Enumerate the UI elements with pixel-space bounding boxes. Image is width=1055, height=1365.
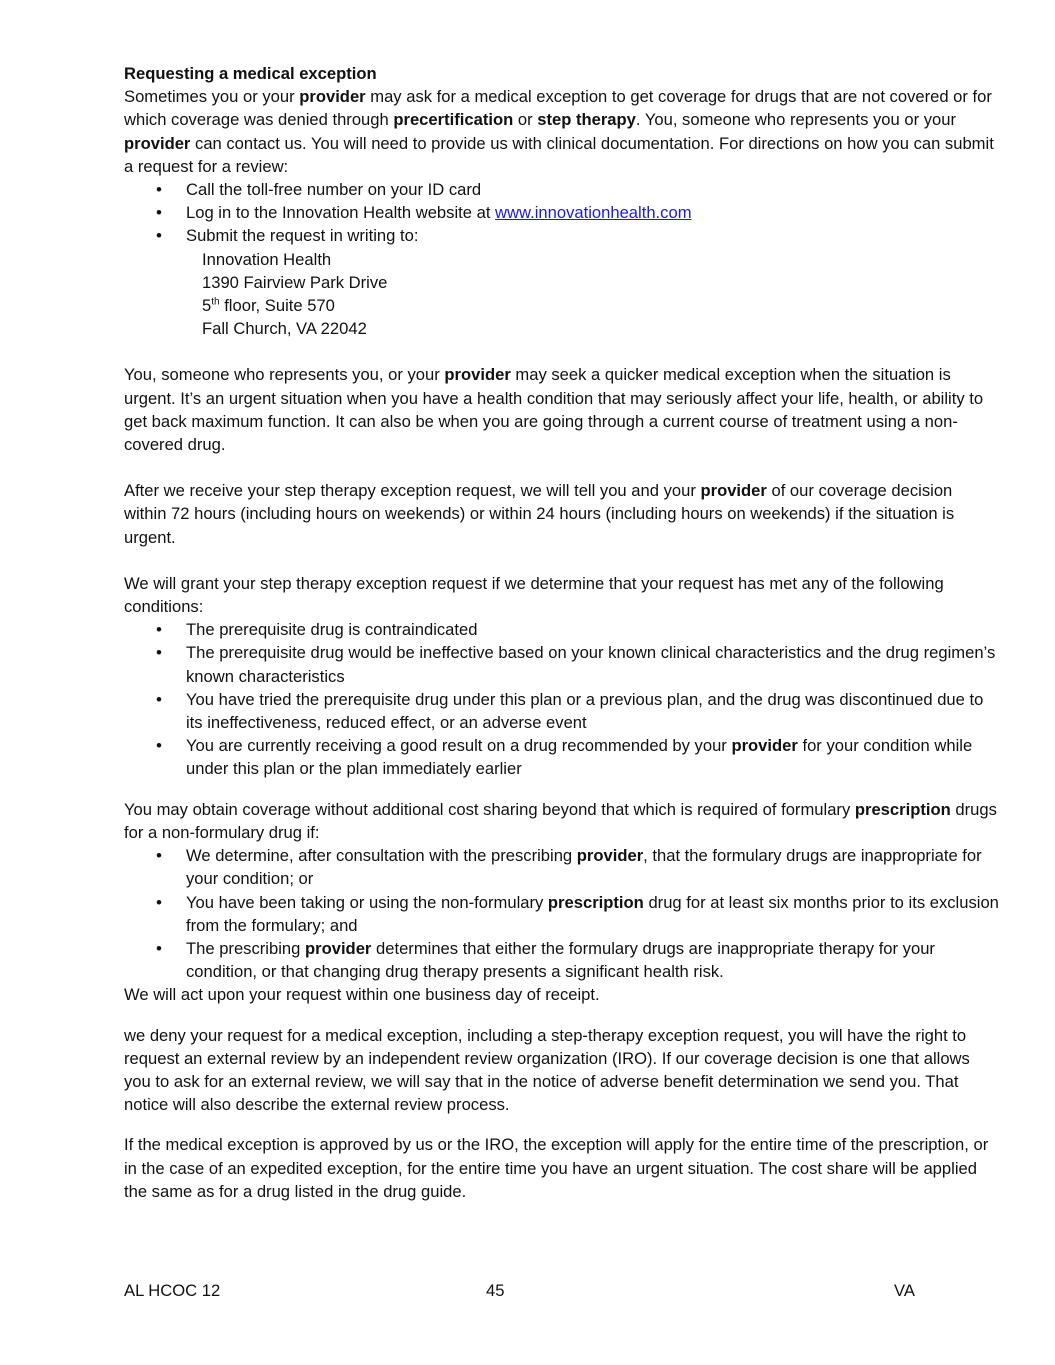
grant-conditions-list [124, 618, 999, 780]
address-street: 1390 Fairview Park Drive [202, 272, 388, 292]
address-city: Fall Church, VA 22042 [202, 319, 367, 339]
grant-intro: We will grant your step therapy exception request if we determine that your request has met any of the following conditions: [124, 573, 944, 617]
document-body [124, 62, 999, 1203]
mailing-address [124, 248, 999, 341]
coverage-conditions-list [124, 844, 999, 983]
approved-paragraph: If the medical exception is approved by us or the IRO, the exception will apply for the entire time of the prescription, or in the case of an expedited exception, for the entire time you have an urgent situation. The cost share will be applied the same as for a drug listed in the drug guide. [124, 1135, 989, 1201]
footer-form-code: AL HCOC 12 [124, 1281, 221, 1300]
writing-instruction: Submit the request in writing to: [186, 226, 419, 246]
list-item [124, 201, 999, 224]
list-item: • You have been taking or using the non-formulary prescription drug for at least six months prior to its exclusion from the formulary; and [124, 891, 999, 937]
act-line: We will act upon your request within one business day of receipt. [124, 985, 600, 1005]
address-name: Innovation Health [202, 249, 332, 269]
page-footer [124, 1281, 915, 1304]
deny-paragraph: we deny your request for a medical exception, including a step-therapy exception request, you will have the right to request an external review by an independent review organization (IRO). If our coverage decision is one that allows you to ask for an external review, we will say that in the notice of adverse benefit determination we send you. That notice will also describe the external review process. [124, 1025, 970, 1115]
submit-methods-list [124, 178, 999, 248]
login-instruction: Log in to the Innovation Health website at [186, 203, 496, 223]
list-item: • The prerequisite drug is contraindicated [124, 618, 999, 641]
list-item: • We determine, after consultation with the prescribing provider, that the formulary drugs are inappropriate for your condition; or [124, 844, 999, 890]
website-link[interactable]: www.innovationhealth.com [495, 203, 692, 223]
list-item [124, 178, 999, 201]
list-item: • The prescribing provider determines that either the formulary drugs are inappropriate therapy for your condition, or that changing drug therapy presents a significant health risk. [124, 937, 999, 983]
address-floor: 5th floor, Suite 570 [202, 296, 335, 316]
list-item: • You have tried the prerequisite drug under this plan or a previous plan, and the drug was discontinued due to its ineffectiveness, reduced effect, or an adverse event [124, 688, 999, 734]
decision-paragraph: After we receive your step therapy exception request, we will tell you and your provider of our coverage decision within 72 hours (including hours on weekends) or within 24 hours (including hours on weekends) if the situation is urgent. [124, 481, 955, 547]
coverage-intro: You may obtain coverage without additional cost sharing beyond that which is required of formulary prescription drugs for a non-formulary drug if: [124, 799, 997, 842]
section-heading: Requesting a medical exception [124, 64, 377, 83]
page-number: 45 [486, 1281, 505, 1300]
list-item [124, 224, 999, 247]
intro-paragraph: Sometimes you or your provider may ask for a medical exception to get coverage for drugs that are not covered or for which coverage was denied through precertification or step therapy. You, someone who represents you or your provider can contact us. You will need to provide us with clinical documentation. For directions on how you can submit a request for a review: [124, 87, 994, 176]
call-instruction: Call the toll-free number on your ID card [186, 180, 482, 200]
urgent-paragraph: You, someone who represents you, or your provider may seek a quicker medical exception when the situation is urgent. It’s an urgent situation when you have a health condition that may seriously affect your life, health, or ability to get back maximum function. It can also be when you are going through a current course of treatment using a non-covered drug. [124, 365, 984, 455]
footer-state: VA [894, 1281, 915, 1300]
list-item: • You are currently receiving a good result on a drug recommended by your provider for your condition while under this plan or the plan immediately earlier [124, 734, 999, 780]
list-item: • The prerequisite drug would be ineffective based on your known clinical characteristics and the drug regimen’s known characteristics [124, 641, 999, 687]
